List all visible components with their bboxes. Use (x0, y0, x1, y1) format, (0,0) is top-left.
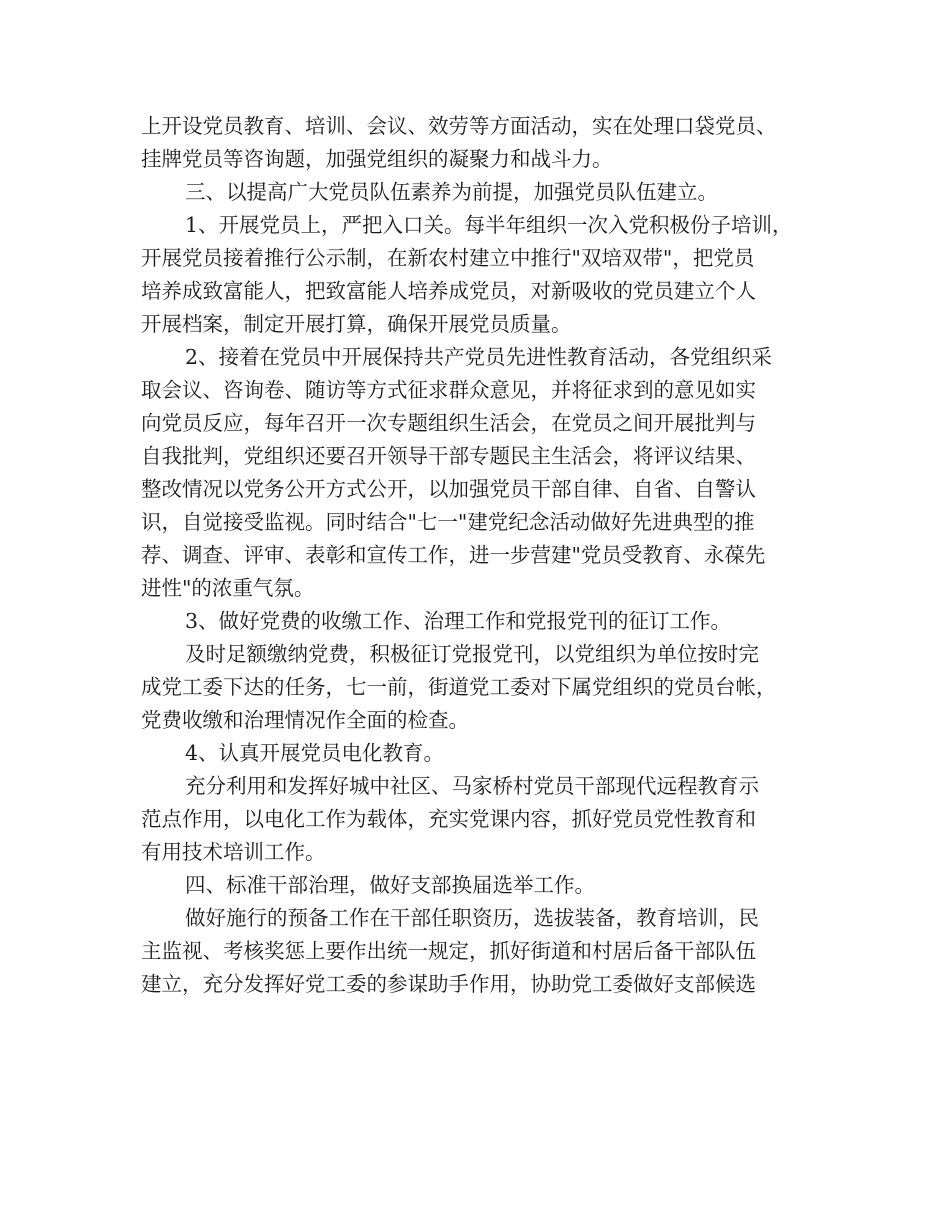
text-line: 充分利用和发挥好城中社区、马家桥村党员干部现代远程教育示 (185, 774, 759, 798)
text-line: 有用技术培训工作。 (141, 840, 326, 864)
text-line: 上开设党员教育、培训、会议、效劳等方面活动，实在处理口袋党员、 (141, 114, 777, 138)
text-line: 整改情况以党务公开方式公开，以加强党员干部自律、自省、自警认 (141, 477, 756, 501)
text-line: 1、开展党员上，严把入口关。每半年组织一次入党积极份子培训， (185, 213, 793, 237)
text-line: 4、认真开展党员电化教育。 (185, 741, 445, 765)
text-line: 主监视、考核奖惩上要作出统一规定，抓好街道和村居后备干部队伍 (141, 939, 756, 963)
text-line: 党费收缴和治理情况作全面的检查。 (141, 708, 469, 732)
text-line: 识，自觉接受监视。同时结合"七一"建党纪念活动做好先进典型的推 (141, 510, 755, 534)
text-line: 2、接着在党员中开展保持共产党员先进性教育活动，各党组织采 (185, 345, 773, 369)
text-line: 四、标准干部治理，做好支部换届选举工作。 (185, 873, 595, 897)
text-line: 自我批判，党组织还要召开领导干部专题民主生活会，将评议结果、 (141, 444, 756, 468)
text-line: 挂牌党员等咨询题，加强党组织的凝聚力和战斗力。 (141, 147, 613, 171)
text-line: 取会议、咨询卷、随访等方式征求群众意见，并将征求到的意见如实 (141, 378, 756, 402)
text-line: 建立，充分发挥好党工委的参谋助手作用，协助党工委做好支部候选 (141, 972, 756, 996)
body-text (141, 110, 821, 1001)
text-line: 进性"的浓重气氛。 (141, 576, 315, 600)
text-line: 三、以提高广大党员队伍素养为前提，加强党员队伍建立。 (185, 180, 718, 204)
text-line: 做好施行的预备工作在干部任职资历，选拔装备，教育培训，民 (185, 906, 759, 930)
text-line: 3、做好党费的收缴工作、治理工作和党报党刊的征订工作。 (185, 609, 732, 633)
text-line: 开展党员接着推行公示制，在新农村建立中推行"双培双带"，把党员 (141, 246, 755, 270)
text-line: 成党工委下达的任务，七一前，街道党工委对下属党组织的党员台帐， (141, 675, 777, 699)
text-line: 及时足额缴纳党费，积极征订党报党刊，以党组织为单位按时完 (185, 642, 759, 666)
text-line: 荐、调查、评审、表彰和宣传工作，进一步营建"党员受教育、永葆先 (141, 543, 766, 567)
text-line: 向党员反应，每年召开一次专题组织生活会，在党员之间开展批判与 (141, 411, 756, 435)
text-line: 开展档案，制定开展打算，确保开展党员质量。 (141, 312, 572, 336)
text-line: 培养成致富能人，把致富能人培养成党员，对新吸收的党员建立个人 (141, 279, 756, 303)
text-line: 范点作用，以电化工作为载体，充实党课内容，抓好党员党性教育和 (141, 807, 756, 831)
